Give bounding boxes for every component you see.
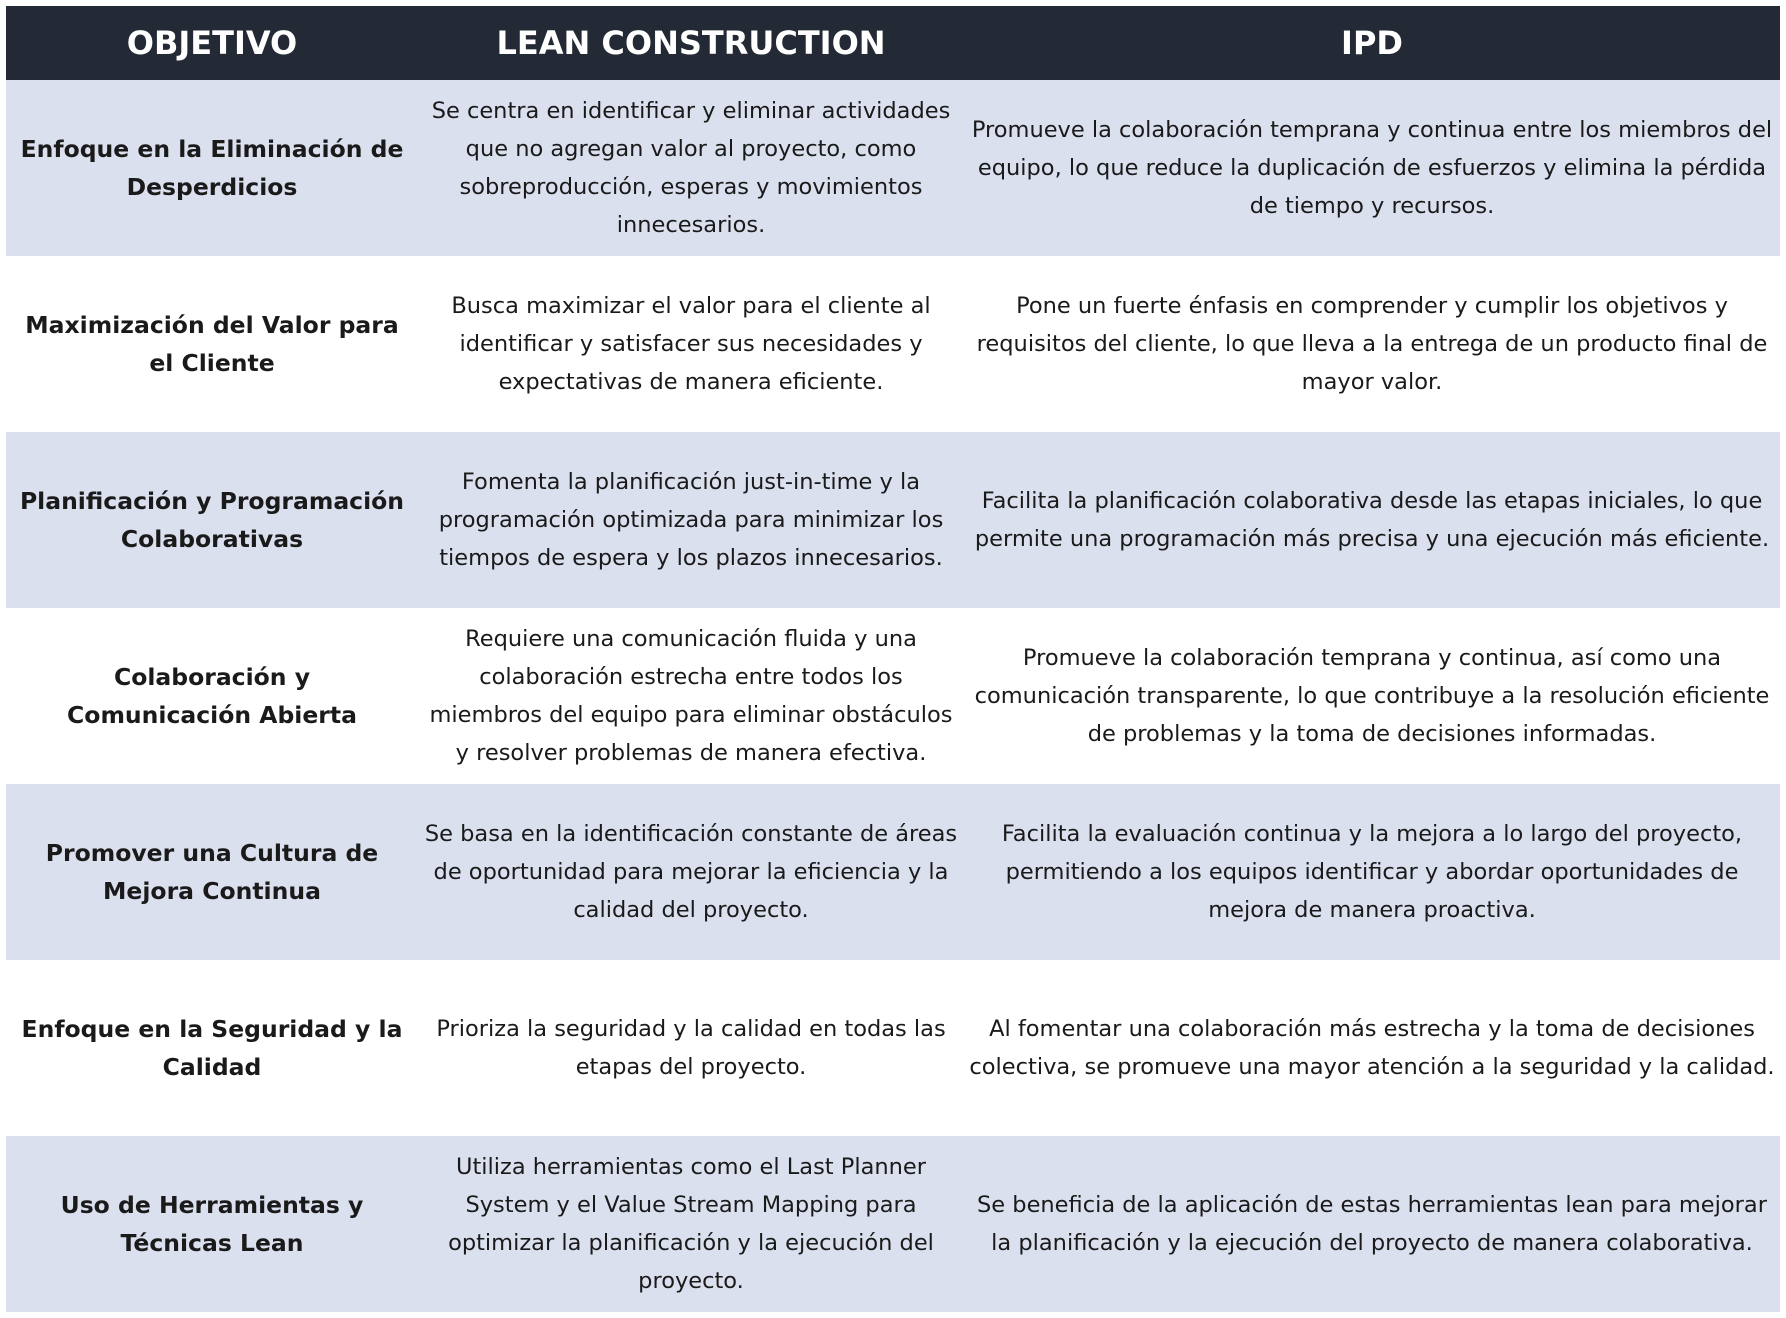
lean-cell: Prioriza la seguridad y la calidad en todas las etapas del proyecto. bbox=[436, 1016, 946, 1080]
objetivo-cell: Uso de Herramientas y Técnicas Lean bbox=[60, 1191, 364, 1257]
ipd-cell: Facilita la planificación colaborativa desde las etapas iniciales, lo que permite una programación más precisa y una ejecución más eficiente. bbox=[974, 488, 1770, 552]
table-row bbox=[6, 256, 1780, 432]
table-row bbox=[6, 80, 1780, 256]
lean-cell: Se centra en identificar y eliminar actividades que no agregan valor al proyecto, como sobreproducción, esperas y movimientos innecesarios. bbox=[431, 98, 951, 238]
table-header bbox=[6, 6, 1780, 80]
lean-cell: Requiere una comunicación fluida y una colaboración estrecha entre todos los miembros del equipo para eliminar obstáculos y resolver problemas de manera efectiva. bbox=[429, 626, 953, 766]
ipd-cell: Al fomentar una colaboración más estrecha y la toma de decisiones colectiva, se promueve una mayor atención a la seguridad y la calidad. bbox=[969, 1016, 1775, 1080]
lean-cell: Fomenta la planificación just-in-time y la programación optimizada para minimizar los tiempos de espera y los plazos innecesarios. bbox=[438, 469, 944, 571]
table-row bbox=[6, 608, 1780, 784]
lean-cell: Se basa en la identificación constante de áreas de oportunidad para mejorar la eficiencia y la calidad del proyecto. bbox=[424, 821, 958, 923]
header-ipd: IPD bbox=[1341, 24, 1403, 62]
lean-cell: Utiliza herramientas como el Last Planner System y el Value Stream Mapping para optimizar la planificación y la ejecución del proyecto. bbox=[448, 1154, 934, 1294]
table-row bbox=[6, 432, 1780, 608]
ipd-cell: Pone un fuerte énfasis en comprender y cumplir los objetivos y requisitos del cliente, lo que lleva a la entrega de un producto final de mayor valor. bbox=[976, 293, 1768, 395]
ipd-cell: Promueve la colaboración temprana y continua, así como una comunicación transparente, lo que contribuye a la resolución eficiente de problemas y la toma de decisiones informadas. bbox=[974, 645, 1770, 747]
table-row bbox=[6, 960, 1780, 1136]
table-row bbox=[6, 784, 1780, 960]
objetivo-cell: Planificación y Programación Colaborativas bbox=[19, 487, 405, 553]
header-objetivo: OBJETIVO bbox=[126, 24, 298, 62]
comparison-table bbox=[6, 6, 1780, 1312]
ipd-cell: Promueve la colaboración temprana y continua entre los miembros del equipo, lo que reduce la duplicación de esfuerzos y elimina la pérdida de tiempo y recursos. bbox=[971, 117, 1773, 219]
objetivo-cell: Enfoque en la Eliminación de Desperdicios bbox=[20, 135, 404, 201]
table-row bbox=[6, 1136, 1780, 1312]
ipd-cell: Se beneficia de la aplicación de estas herramientas lean para mejorar la planificación y la ejecución del proyecto de manera colaborativa. bbox=[977, 1192, 1767, 1256]
objetivo-cell: Maximización del Valor para el Cliente bbox=[25, 311, 399, 377]
ipd-cell: Facilita la evaluación continua y la mejora a lo largo del proyecto, permitiendo a los equipos identificar y abordar oportunidades de mejora de manera proactiva. bbox=[1001, 821, 1743, 923]
header-lean-construction: LEAN CONSTRUCTION bbox=[496, 24, 886, 62]
lean-cell: Busca maximizar el valor para el cliente al identificar y satisfacer sus necesidades y expectativas de manera eficiente. bbox=[451, 293, 931, 395]
objetivo-cell: Colaboración y Comunicación Abierta bbox=[67, 663, 357, 729]
objetivo-cell: Enfoque en la Seguridad y la Calidad bbox=[21, 1015, 403, 1081]
objetivo-cell: Promover una Cultura de Mejora Continua bbox=[45, 839, 379, 905]
